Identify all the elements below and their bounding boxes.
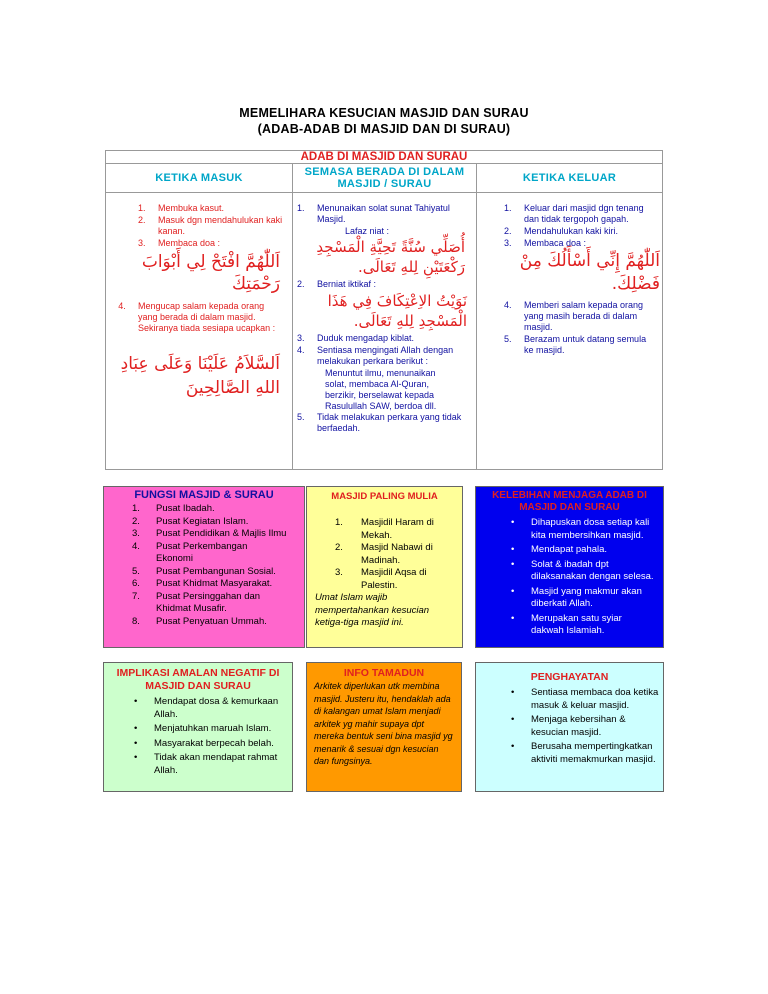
list-item: • Sentiasa membaca doa ketika masuk & keluar masjid. [531, 687, 659, 712]
list-item: • Masyarakat berpecah belah. [154, 738, 284, 751]
list-item: • Berusaha mempertingkatkan aktiviti memakmurkan masjid. [531, 741, 659, 766]
list-item: 1. Masjidil Haram di Mekah. [335, 517, 434, 541]
list-item: 2. Berniat iktikaf : [297, 279, 377, 289]
list-item: • Mendapat pahala. [531, 544, 656, 557]
list-item: • Solat & ibadah dpt dilaksanakan dengan selesa. [531, 559, 656, 584]
list-item: 4. Pusat Perkembangan Ekonomi [132, 540, 248, 564]
list-item: 5. Tidak melakukan perkara yang tidak berfaedah. [297, 412, 462, 433]
kelebihan-box [475, 486, 664, 648]
list-item: 1. Keluar dari masjid dgn tenang dan tidak tergopoh gapah. [504, 203, 644, 224]
page-title: MEMELIHARA KESUCIAN MASJID DAN SURAU [239, 106, 529, 120]
tamadun-title: INFO TAMADUN [343, 667, 425, 679]
list-item: 6. Pusat Khidmat Masyarakat. [132, 578, 273, 589]
list-item: • Masjid yang makmur akan diberkati Allah. [531, 586, 656, 611]
penghayatan-title: PENGHAYATAN [530, 671, 609, 683]
list-item: 8. Pusat Penyatuan Ummah. [132, 615, 267, 627]
list-item: 2. Masjid Nabawi di Madinah. [335, 542, 433, 566]
list-item: 7. Pusat Persinggahan dan Khidmat Musafir. [132, 590, 261, 614]
header-semasa-berada: SEMASA BERADA DI DALAM MASJID / SURAU [304, 166, 465, 190]
header-ketika-keluar: KETIKA KELUAR [522, 172, 617, 184]
list-item: 2. Pusat Kegiatan Islam. [132, 515, 249, 527]
doa-keluar-arabic: اَللّٰهُمَّ إِنِّي أَسْأَلُكَ مِنْ فَضْلِكَ. [519, 251, 660, 294]
header-ketika-masuk: KETIKA MASUK [155, 172, 243, 184]
lafaz-label: Lafaz niat : [345, 226, 390, 236]
tamadun-text: Arkitek diperlukan utk membina masjid. Justeru itu, hendaklah ada di kalangan umat Islam menjadi arkitek yg mahir supaya dpt mereka bentuk seni bina masjid yg menarik & sesuai dgn kesucian dan fungsinya. [314, 681, 453, 766]
adab-table [105, 150, 663, 470]
column-divider [476, 163, 477, 469]
list-item: 5. Berazam untuk datang semula ke masjid. [504, 334, 647, 355]
list-item: 1. Menunaikan solat sunat Tahiyatul Masjid. [297, 203, 450, 224]
list-item: • Menjaga kebersihan & kesucian masjid. [531, 714, 659, 739]
tamadun-box [306, 662, 462, 792]
niat-solat-arabic: أُصَلِّي سُنَّةً تَحِيَّةِ الْمَسْجِدِ رَكْعَتَيْنِ لِلهِ تَعَالَى. [316, 238, 465, 276]
adab-header-row [106, 163, 662, 193]
col-ketika-masuk [118, 203, 288, 400]
list-item: • Merupakan satu syiar dakwah Islamiah. [531, 613, 656, 638]
column-divider [292, 163, 293, 469]
list-item: • Menjatuhkan maruah Islam. [154, 723, 284, 736]
adab-table-heading: ADAB DI MASJID DAN SURAU [300, 151, 468, 163]
fungsi-title: FUNGSI MASJID & SURAU [134, 489, 274, 501]
list-item: 4. Sentiasa mengingati Allah dengan melakukan perkara berikut : [297, 345, 454, 366]
list-item: 2. Mendahulukan kaki kiri. [504, 226, 619, 236]
list-item: 1. Membuka kasut. [138, 203, 225, 213]
list-item: 2. Masuk dgn mendahulukan kaki kanan. [138, 215, 283, 236]
list-item: 4. Memberi salam kepada orang yang masih berada di dalam masjid. [504, 300, 644, 332]
list-item: 5. Pusat Pembangunan Sosial. [132, 565, 276, 577]
list-item: • Tidak akan mendapat rahmat Allah. [154, 752, 284, 777]
list-item: 3. Membaca doa : [138, 238, 221, 248]
page-subtitle: (ADAB-ADAB DI MASJID DAN DI SURAU) [257, 122, 511, 136]
fungsi-box [103, 486, 305, 648]
list-item: 3. Membaca doa : [504, 238, 587, 248]
col-semasa-berada [297, 203, 472, 435]
masjid-mulia-box [306, 486, 463, 648]
doa-masuk-arabic: اَللّٰهُمَّ افْتَحْ لِي أَبْوَابَ رَحْمَتِكَ [141, 252, 280, 294]
list-item: 1. Pusat Ibadah. [132, 503, 215, 514]
mulia-title: MASJID PALING MULIA [331, 491, 438, 502]
niat-iktikaf-arabic: نَوَيْتُ الاِعْتِكَافَ فِي هَذَا الْمَسْجِدِ لِلهِ تَعَالَى. [327, 292, 467, 330]
kelebihan-title: KELEBIHAN MENJAGA ADAB DI MASJID DAN SURAU [492, 490, 647, 513]
implikasi-title: IMPLIKASI AMALAN NEGATIF DI MASJID DAN SURAU [116, 667, 280, 692]
salam-arabic: اَلسَّلاَمُ عَلَيْنَا وَعَلَى عِبَادِ اللهِ الصَّالِحِينَ [120, 354, 280, 398]
col-ketika-keluar [504, 203, 660, 357]
implikasi-box [103, 662, 293, 792]
list-item: 3. Masjidil Aqsa di Palestin. [335, 567, 427, 591]
sub-list-text: Menuntut ilmu, menunaikan solat, membaca Al-Quran, berzikir, berselawat kepada Rasulullah SAW, berdoa dll. [325, 368, 437, 411]
penghayatan-box [475, 662, 664, 792]
mulia-note: Umat Islam wajib mempertahankan kesucian ketiga-tiga masjid ini. [315, 592, 430, 628]
list-item: • Mendapat dosa & kemurkaan Allah. [154, 696, 284, 721]
list-item: 4. Mengucap salam kepada orang yang berada di dalam masjid. Sekiranya tiada sesiapa ucapkan : [118, 301, 276, 333]
list-item: • Dihapuskan dosa setiap kali kita membersihkan masjid. [531, 517, 656, 542]
list-item: 3. Duduk mengadap kiblat. [297, 333, 415, 343]
list-item: 3. Pusat Pendidikan & Majlis Ilmu [132, 528, 287, 539]
